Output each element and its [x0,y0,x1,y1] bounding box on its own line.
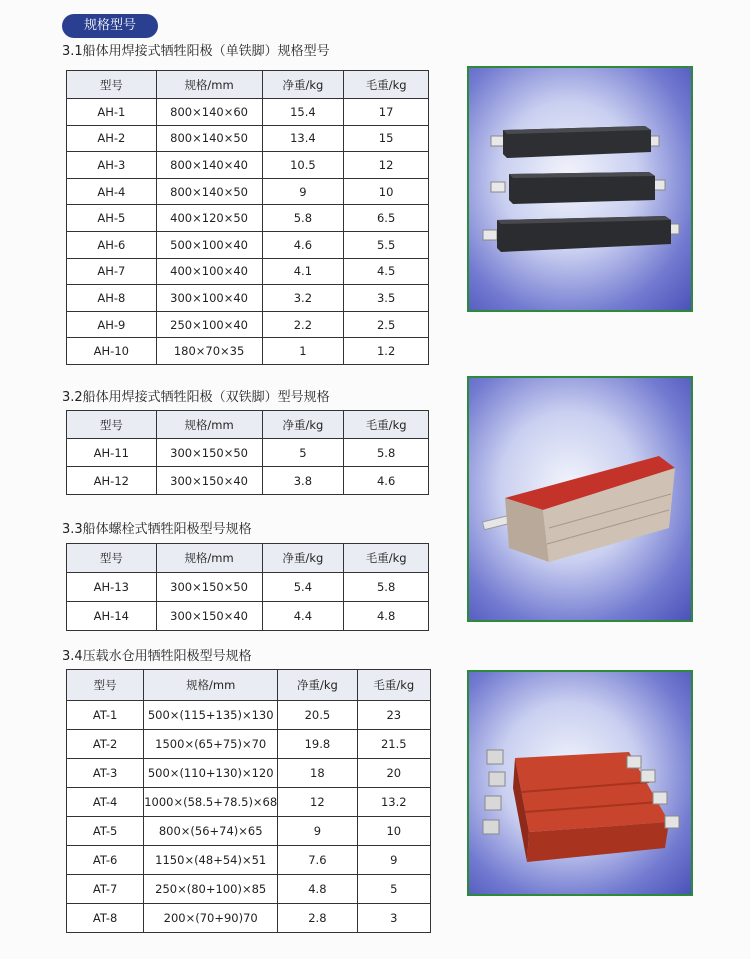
col-header-net-weight: 净重/kg [278,670,357,701]
cell-net-weight: 9 [262,178,344,205]
cell-net-weight: 1 [262,338,344,365]
cell-model: AH-9 [67,311,157,338]
table-row [67,125,429,152]
cell-net-weight: 7.6 [278,846,357,875]
col-header-net-weight: 净重/kg [262,411,344,439]
cell-spec: 800×(56+74)×65 [144,817,278,846]
cell-net-weight: 10.5 [262,152,344,179]
table-row [67,338,429,365]
cell-gross-weight: 23 [357,701,430,730]
cell-spec: 250×(80+100)×85 [144,875,278,904]
cell-model: AH-4 [67,178,157,205]
cell-model: AH-12 [67,467,157,495]
cell-spec: 1000×(58.5+78.5)×68 [144,788,278,817]
section-badge: 规格型号 [62,14,158,38]
cell-model: AT-4 [67,788,144,817]
cell-net-weight: 2.2 [262,311,344,338]
cell-spec: 250×100×40 [156,311,262,338]
table-row [67,730,431,759]
col-header-spec: 规格/mm [144,670,278,701]
cell-gross-weight: 10 [357,817,430,846]
table-row [67,178,429,205]
cell-spec: 800×140×50 [156,178,262,205]
table-row [67,439,429,467]
cell-model: AH-11 [67,439,157,467]
col-header-gross-weight: 毛重/kg [344,544,429,573]
table-row [67,846,431,875]
cell-gross-weight: 9 [357,846,430,875]
table-row [67,602,429,631]
cell-gross-weight: 20 [357,759,430,788]
col-header-spec: 规格/mm [156,411,262,439]
section-title-3-2: 3.2船体用焊接式牺牲阳极（双铁脚）型号规格 [62,390,330,405]
cell-gross-weight: 5.5 [344,231,429,258]
table-row [67,231,429,258]
cell-spec: 800×140×60 [156,99,262,126]
spec-table-3-3 [66,543,429,631]
cell-net-weight: 18 [278,759,357,788]
table-row [67,99,429,126]
table-row [67,788,431,817]
spec-table-3-2 [66,410,429,495]
col-header-model: 型号 [67,71,157,99]
table-row [67,817,431,846]
table-row [67,205,429,232]
col-header-model: 型号 [67,411,157,439]
anode-bar-icon [483,216,679,252]
table-row [67,285,429,312]
cell-spec: 300×100×40 [156,285,262,312]
cell-net-weight: 20.5 [278,701,357,730]
cell-gross-weight: 3 [357,904,430,933]
section-title-3-1: 3.1船体用焊接式牺牲阳极（单铁脚）规格型号 [62,44,330,59]
cell-spec: 400×100×40 [156,258,262,285]
anode-bar-icon [491,172,665,204]
anode-bar-icon [491,126,659,158]
cell-model: AH-7 [67,258,157,285]
cell-spec: 800×140×40 [156,152,262,179]
cell-model: AT-1 [67,701,144,730]
cell-gross-weight: 13.2 [357,788,430,817]
col-header-net-weight: 净重/kg [262,71,344,99]
cell-spec: 500×100×40 [156,231,262,258]
table-row [67,875,431,904]
section-title-3-3: 3.3船体螺栓式牺牲阳极型号规格 [62,522,252,537]
table-row [67,573,429,602]
cell-gross-weight: 15 [344,125,429,152]
cell-spec: 300×150×50 [156,573,262,602]
table-row [67,759,431,788]
col-header-net-weight: 净重/kg [262,544,344,573]
cell-model: AT-3 [67,759,144,788]
table-row [67,311,429,338]
cell-model: AH-6 [67,231,157,258]
anode-slab-icon [483,750,679,862]
table-row [67,904,431,933]
cell-model: AH-2 [67,125,157,152]
cell-gross-weight: 3.5 [344,285,429,312]
product-photo-bolt-anode [467,376,693,622]
cell-net-weight: 19.8 [278,730,357,759]
spec-table-3-1 [66,70,429,365]
cell-net-weight: 3.8 [262,467,344,495]
cell-spec: 500×(110+130)×120 [144,759,278,788]
cell-model: AT-2 [67,730,144,759]
cell-spec: 180×70×35 [156,338,262,365]
table-row [67,467,429,495]
cell-gross-weight: 12 [344,152,429,179]
cell-net-weight: 15.4 [262,99,344,126]
cell-model: AT-7 [67,875,144,904]
cell-net-weight: 3.2 [262,285,344,312]
cell-spec: 1500×(65+75)×70 [144,730,278,759]
cell-gross-weight: 1.2 [344,338,429,365]
cell-net-weight: 5 [262,439,344,467]
cell-spec: 400×120×50 [156,205,262,232]
cell-model: AT-8 [67,904,144,933]
cell-spec: 300×150×40 [156,602,262,631]
cell-gross-weight: 6.5 [344,205,429,232]
cell-net-weight: 4.1 [262,258,344,285]
cell-gross-weight: 2.5 [344,311,429,338]
spec-table-3-4 [66,669,431,933]
cell-model: AT-5 [67,817,144,846]
cell-model: AH-1 [67,99,157,126]
cell-spec: 300×150×40 [156,467,262,495]
cell-gross-weight: 5 [357,875,430,904]
cell-spec: 200×(70+90)70 [144,904,278,933]
cell-net-weight: 4.6 [262,231,344,258]
col-header-model: 型号 [67,544,157,573]
cell-gross-weight: 21.5 [357,730,430,759]
cell-net-weight: 4.8 [278,875,357,904]
cell-gross-weight: 5.8 [344,439,429,467]
table-row [67,701,431,730]
anode-block-icon [483,456,675,562]
cell-gross-weight: 4.5 [344,258,429,285]
col-header-spec: 规格/mm [156,71,262,99]
cell-model: AH-14 [67,602,157,631]
col-header-gross-weight: 毛重/kg [357,670,430,701]
table-row [67,152,429,179]
col-header-model: 型号 [67,670,144,701]
cell-spec: 300×150×50 [156,439,262,467]
cell-net-weight: 5.4 [262,573,344,602]
cell-net-weight: 5.8 [262,205,344,232]
cell-model: AH-13 [67,573,157,602]
cell-model: AH-10 [67,338,157,365]
product-photo-single-foot-anodes [467,66,693,312]
cell-gross-weight: 4.8 [344,602,429,631]
section-title-3-4: 3.4压载水仓用牺牲阳极型号规格 [62,649,252,664]
cell-spec: 500×(115+135)×130 [144,701,278,730]
cell-net-weight: 12 [278,788,357,817]
col-header-gross-weight: 毛重/kg [344,71,429,99]
cell-model: AH-3 [67,152,157,179]
cell-net-weight: 4.4 [262,602,344,631]
cell-net-weight: 9 [278,817,357,846]
cell-model: AT-6 [67,846,144,875]
cell-spec: 800×140×50 [156,125,262,152]
cell-model: AH-5 [67,205,157,232]
table-row [67,258,429,285]
cell-net-weight: 13.4 [262,125,344,152]
product-photo-ballast-tank-anode [467,670,693,896]
cell-gross-weight: 10 [344,178,429,205]
col-header-gross-weight: 毛重/kg [344,411,429,439]
cell-net-weight: 2.8 [278,904,357,933]
cell-model: AH-8 [67,285,157,312]
col-header-spec: 规格/mm [156,544,262,573]
cell-gross-weight: 4.6 [344,467,429,495]
cell-spec: 1150×(48+54)×51 [144,846,278,875]
cell-gross-weight: 5.8 [344,573,429,602]
cell-gross-weight: 17 [344,99,429,126]
